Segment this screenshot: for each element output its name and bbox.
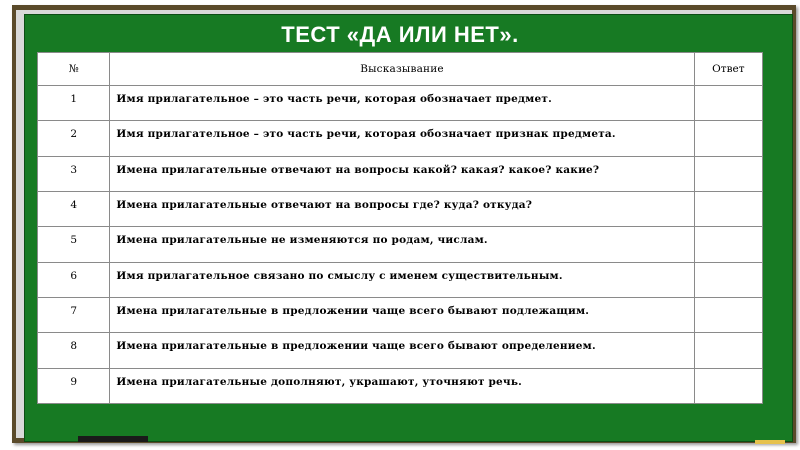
- row-num: 4: [38, 191, 110, 226]
- row-answer-cell[interactable]: [694, 262, 762, 297]
- row-statement: Имя прилагательное – это часть речи, которая обозначает предмет.: [110, 86, 694, 121]
- table-row: [38, 121, 763, 156]
- header-answer: Ответ: [694, 53, 762, 86]
- table-row: [38, 156, 763, 191]
- row-num: 8: [38, 333, 110, 368]
- row-answer-cell[interactable]: [694, 227, 762, 262]
- table-row: [38, 227, 763, 262]
- row-num: 6: [38, 262, 110, 297]
- row-num: 5: [38, 227, 110, 262]
- table-row: [38, 262, 763, 297]
- row-statement: Имя прилагательное – это часть речи, которая обозначает признак предмета.: [110, 121, 694, 156]
- row-statement: Имена прилагательные отвечают на вопросы где? куда? откуда?: [110, 191, 694, 226]
- row-num: 1: [38, 86, 110, 121]
- table-row: [38, 333, 763, 368]
- header-statement: Высказывание: [110, 53, 694, 86]
- table-header-row: [38, 53, 763, 86]
- row-answer-cell[interactable]: [694, 297, 762, 332]
- header-num: №: [38, 53, 110, 86]
- test-table: [37, 52, 763, 404]
- row-statement: Имена прилагательные в предложении чаще всего бывают определением.: [110, 333, 694, 368]
- row-statement: Имена прилагательные дополняют, украшают, уточняют речь.: [110, 368, 694, 403]
- row-answer-cell[interactable]: [694, 333, 762, 368]
- row-statement: Имя прилагательное связано по смыслу с именем существительным.: [110, 262, 694, 297]
- row-answer-cell[interactable]: [694, 191, 762, 226]
- row-statement: Имена прилагательные не изменяются по родам, числам.: [110, 227, 694, 262]
- chalk-piece: [755, 440, 785, 444]
- row-answer-cell[interactable]: [694, 121, 762, 156]
- table-row: [38, 297, 763, 332]
- row-num: 9: [38, 368, 110, 403]
- table-row: [38, 191, 763, 226]
- row-num: 3: [38, 156, 110, 191]
- page-title: ТЕСТ «ДА ИЛИ НЕТ».: [281, 22, 519, 47]
- row-answer-cell[interactable]: [694, 156, 762, 191]
- table-row: [38, 368, 763, 403]
- row-num: 2: [38, 121, 110, 156]
- row-statement: Имена прилагательные в предложении чаще всего бывают подлежащим.: [110, 297, 694, 332]
- row-answer-cell[interactable]: [694, 368, 762, 403]
- row-statement: Имена прилагательные отвечают на вопросы какой? какая? какое? какие?: [110, 156, 694, 191]
- row-answer-cell[interactable]: [694, 86, 762, 121]
- table-row: [38, 86, 763, 121]
- row-num: 7: [38, 297, 110, 332]
- board-ledge: [78, 436, 148, 442]
